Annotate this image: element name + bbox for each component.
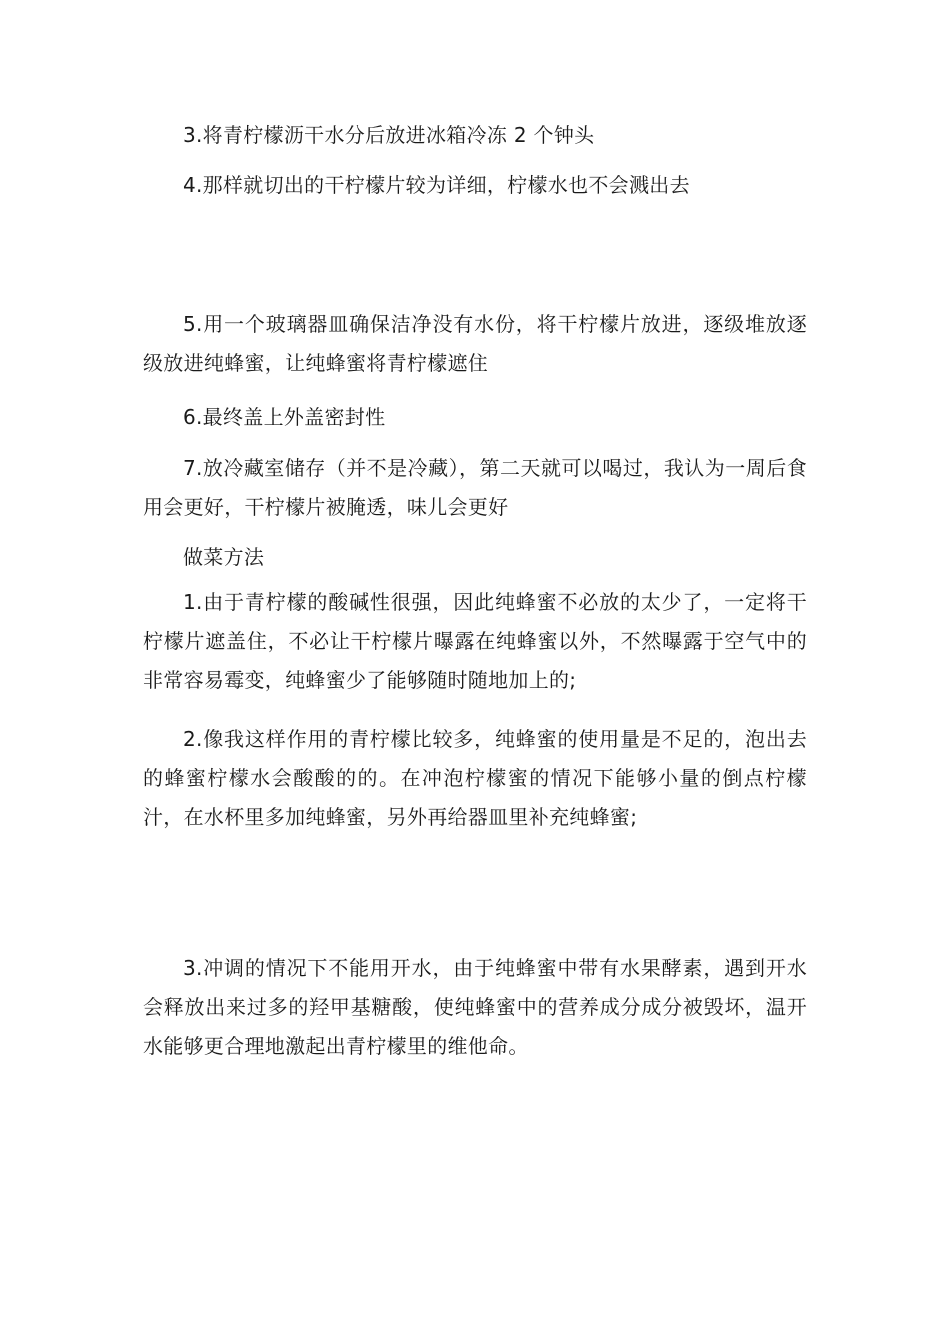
step-5-paragraph: 5.用一个玻璃器皿确保洁净没有水份，将干柠檬片放进，逐级堆放逐级放进纯蜂蜜，让纯蜂蜜将青柠檬遮住 — [143, 312, 807, 375]
step-3-paragraph: 3.将青柠檬沥干水分后放进冰箱冷冻 2 个钟头 — [183, 123, 595, 147]
section-heading: 做菜方法 — [183, 545, 265, 569]
step-7-paragraph: 7.放冷藏室储存（并不是冷藏），第二天就可以喝过，我认为一周后食用会更好，干柠檬片被腌透，味儿会更好 — [143, 456, 807, 519]
tip-3-paragraph: 3.冲调的情况下不能用开水，由于纯蜂蜜中带有水果酵素，遇到开水会释放出来过多的羟甲基糖酸，使纯蜂蜜中的营养成分成分被毁坏，温开水能够更合理地激起出青柠檬里的维他命。 — [143, 956, 807, 1058]
tip-1-paragraph: 1.由于青柠檬的酸碱性很强，因此纯蜂蜜不必放的太少了，一定将干柠檬片遮盖住，不必让干柠檬片曝露在纯蜂蜜以外，不然曝露于空气中的非常容易霉变，纯蜂蜜少了能够随时随地加上的; — [143, 590, 807, 692]
tip-2-paragraph: 2.像我这样作用的青柠檬比较多，纯蜂蜜的使用量是不足的，泡出去的蜂蜜柠檬水会酸酸的的。在冲泡柠檬蜜的情况下能够小量的倒点柠檬汁，在水杯里多加纯蜂蜜，另外再给器皿里补充纯蜂蜜; — [143, 727, 807, 829]
step-4-paragraph: 4.那样就切出的干柠檬片较为详细，柠檬水也不会溅出去 — [183, 173, 690, 197]
step-6-paragraph: 6.最终盖上外盖密封性 — [183, 405, 386, 429]
